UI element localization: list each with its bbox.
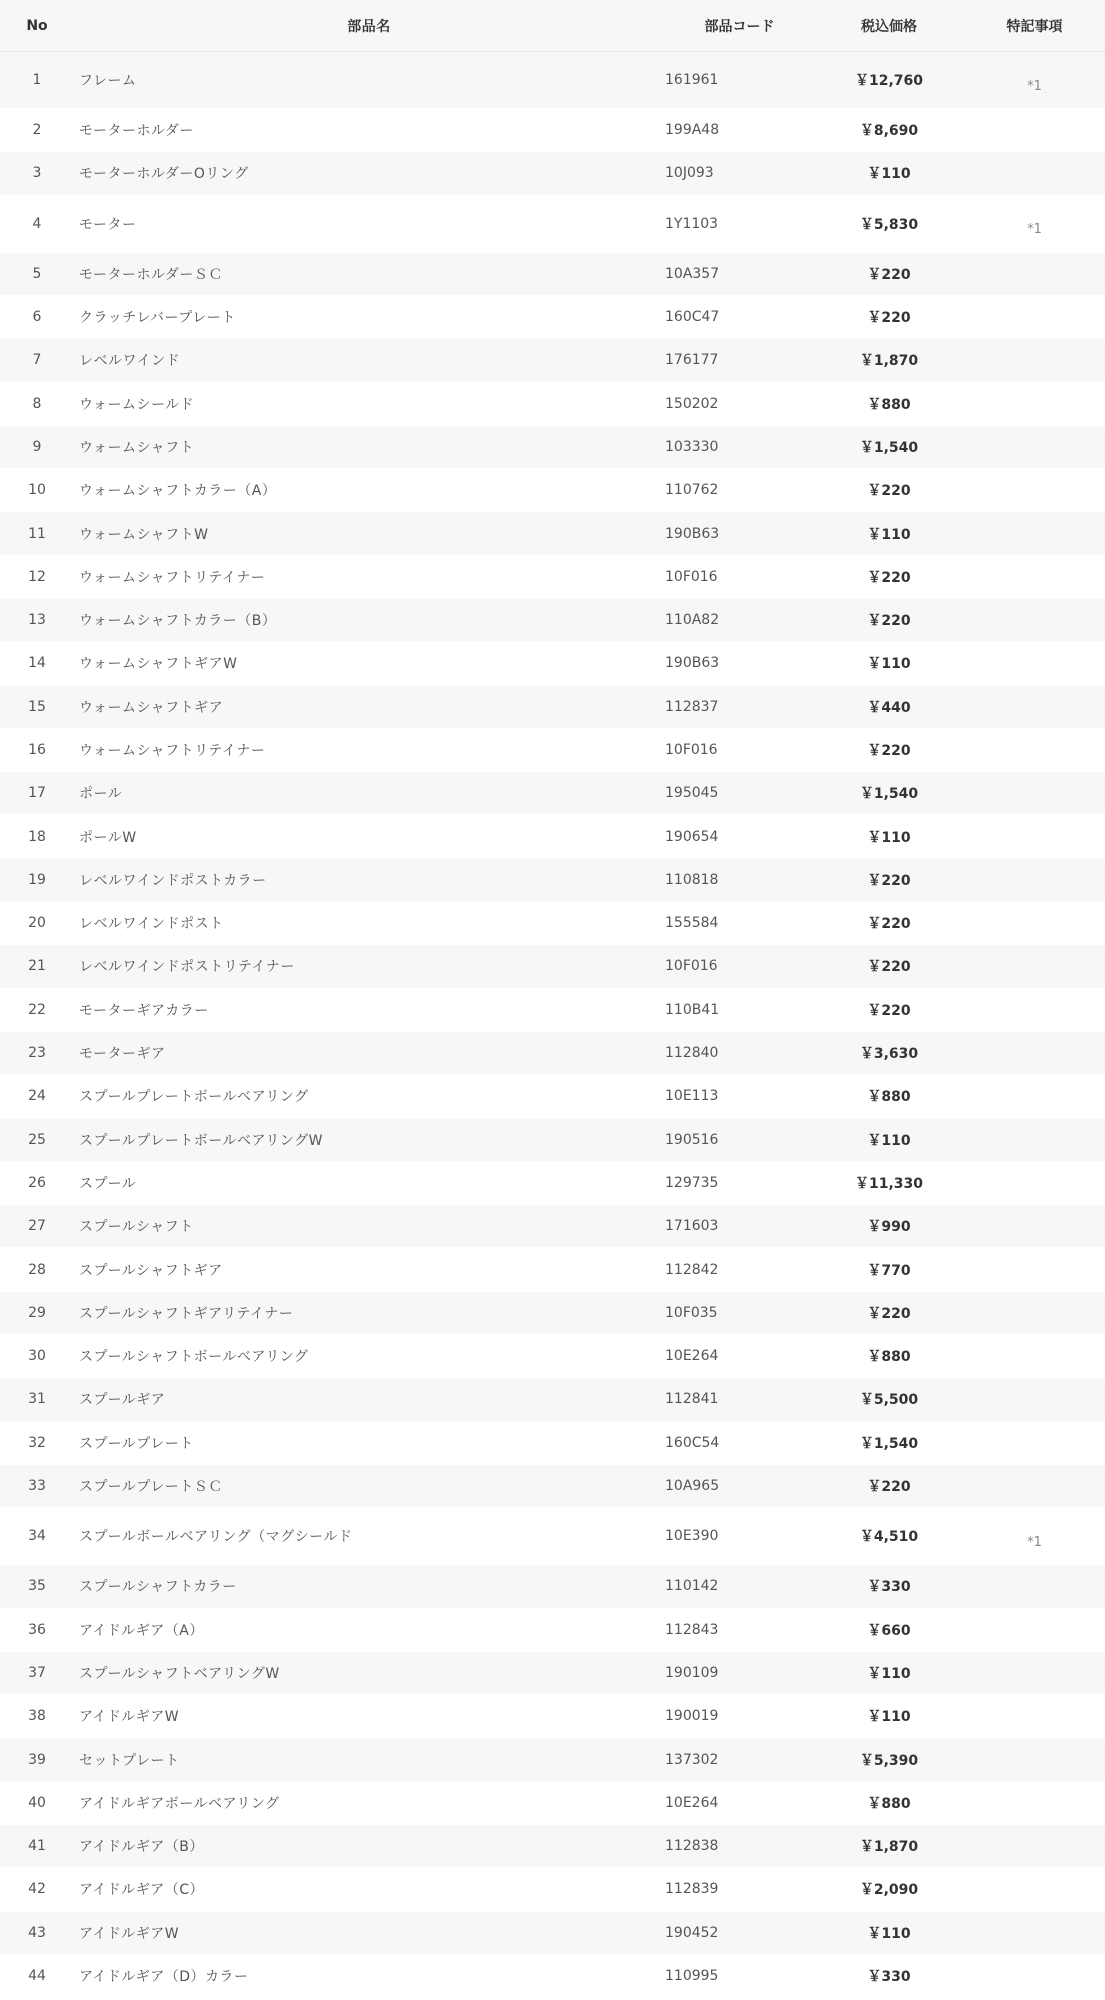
row-part-name: アイドルギア（B） <box>79 1839 204 1856</box>
row-price: ￥220 <box>867 266 911 283</box>
row-part-name: モーターギア <box>79 1046 166 1063</box>
row-no: 32 <box>28 1434 46 1451</box>
row-part-code: 112837 <box>665 698 719 715</box>
row-no: 9 <box>32 438 42 455</box>
row-part-code: 160C47 <box>665 309 720 326</box>
row-no: 26 <box>28 1174 46 1191</box>
table-row <box>0 1508 1105 1565</box>
row-part-name: モーターホルダーOリング <box>79 166 249 183</box>
row-price: ￥880 <box>867 1089 911 1106</box>
row-part-name: スプールボールベアリング（マグシールド <box>79 1529 353 1546</box>
row-note <box>964 1132 1105 1147</box>
row-no: 24 <box>28 1088 46 1105</box>
table-row <box>0 729 1105 772</box>
row-no: 41 <box>28 1838 46 1855</box>
row-price: ￥1,540 <box>859 786 919 803</box>
row-price: ￥220 <box>867 483 911 500</box>
row-part-name: フレーム <box>79 73 137 89</box>
row-part-name: スプールシャフト <box>79 1219 194 1236</box>
table-row <box>0 1378 1105 1421</box>
row-part-name: スプールシャフトカラー <box>79 1579 237 1596</box>
row-price: ￥220 <box>867 1002 911 1019</box>
row-note <box>964 1219 1105 1234</box>
table-row <box>0 642 1105 685</box>
row-no: 5 <box>32 265 42 282</box>
row-part-code: 110995 <box>665 1968 719 1985</box>
row-part-name: アイドルギアW <box>79 1709 180 1726</box>
row-part-code: 137302 <box>665 1751 719 1768</box>
row-part-code: 199A48 <box>665 122 720 139</box>
row-part-code: 10E113 <box>665 1088 719 1105</box>
row-part-name: モーターホルダー <box>79 123 194 140</box>
row-price: ￥440 <box>867 699 911 716</box>
row-part-code: 160C54 <box>665 1434 720 1451</box>
table-row <box>0 1782 1105 1825</box>
row-part-code: 10F016 <box>665 568 718 585</box>
table-row <box>0 1955 1105 1998</box>
row-price: ￥1,870 <box>859 353 919 370</box>
row-price: ￥220 <box>867 310 911 327</box>
row-part-code: 110B41 <box>665 1001 720 1018</box>
table-row <box>0 1162 1105 1205</box>
table-row <box>0 339 1105 382</box>
row-part-code: 129735 <box>665 1174 719 1191</box>
row-note <box>964 1752 1105 1767</box>
row-note <box>964 1349 1105 1364</box>
row-note <box>964 916 1105 931</box>
header-code: 部品コード <box>704 18 775 35</box>
row-part-name: スプールシャフトギア <box>79 1262 223 1279</box>
row-part-code: 161961 <box>665 72 719 88</box>
row-note <box>964 743 1105 758</box>
header-name: 部品名 <box>347 18 391 35</box>
row-no: 1 <box>32 72 42 88</box>
row-note <box>964 1435 1105 1450</box>
table-row <box>0 1565 1105 1608</box>
row-part-name: モーターギアカラー <box>79 1002 209 1019</box>
row-note <box>964 396 1105 411</box>
table-row <box>0 1738 1105 1781</box>
row-price: ￥5,500 <box>859 1392 919 1409</box>
row-no: 44 <box>28 1968 46 1985</box>
row-note <box>964 1175 1105 1190</box>
row-note <box>964 1002 1105 1017</box>
table-body <box>0 52 1105 1998</box>
row-part-code: 110142 <box>665 1578 719 1595</box>
row-price: ￥330 <box>867 1579 911 1596</box>
note-mark: *1 <box>1027 78 1042 94</box>
table-row <box>0 253 1105 296</box>
row-part-name: ポール <box>79 786 123 803</box>
row-part-code: 112839 <box>665 1881 719 1898</box>
row-price: ￥220 <box>867 743 911 759</box>
row-part-name: セットプレート <box>79 1752 180 1769</box>
row-no: 16 <box>28 742 46 758</box>
row-part-name: モーター <box>79 216 137 233</box>
table-row <box>0 1825 1105 1868</box>
row-part-code: 176177 <box>665 352 719 369</box>
table-row <box>0 1032 1105 1075</box>
row-no: 27 <box>28 1218 46 1235</box>
row-part-name: スプールプレートボールベアリングW <box>79 1132 323 1149</box>
row-part-code: 112843 <box>665 1621 719 1638</box>
table-row <box>0 772 1105 815</box>
row-note <box>964 1529 1105 1550</box>
row-note <box>964 216 1105 238</box>
row-price: ￥990 <box>867 1219 911 1236</box>
row-part-name: スプールギア <box>79 1392 166 1409</box>
row-price: ￥1,540 <box>859 1435 919 1452</box>
row-no: 42 <box>28 1881 46 1898</box>
row-no: 36 <box>28 1621 46 1638</box>
row-part-code: 10F035 <box>665 1304 718 1321</box>
table-row <box>0 1292 1105 1335</box>
table-row <box>0 945 1105 988</box>
row-note <box>964 959 1105 974</box>
table-row <box>0 296 1105 339</box>
row-part-name: アイドルギアボールベアリング <box>79 1795 280 1812</box>
row-note <box>964 1305 1105 1320</box>
row-price: ￥5,390 <box>859 1752 919 1769</box>
row-no: 23 <box>28 1045 46 1062</box>
row-price: ￥5,830 <box>859 216 919 233</box>
row-no: 34 <box>28 1528 46 1545</box>
row-part-name: ウォームシャフトギアW <box>79 656 238 673</box>
table-row <box>0 859 1105 902</box>
row-no: 28 <box>28 1261 46 1278</box>
row-price: ￥880 <box>867 396 911 413</box>
row-part-code: 195045 <box>665 785 719 802</box>
row-price: ￥4,510 <box>859 1529 919 1546</box>
table-row <box>0 1335 1105 1378</box>
row-note <box>964 1665 1105 1680</box>
table-row <box>0 1868 1105 1911</box>
row-note <box>964 1795 1105 1810</box>
row-no: 17 <box>28 785 46 802</box>
row-note <box>964 1392 1105 1407</box>
table-row <box>0 686 1105 729</box>
row-part-code: 10F016 <box>665 742 718 758</box>
row-note <box>964 569 1105 584</box>
row-no: 14 <box>28 655 46 672</box>
row-part-name: スプール <box>79 1175 137 1192</box>
row-note <box>964 1969 1105 1984</box>
row-part-name: ウォームシャフトカラー（B） <box>79 613 277 630</box>
row-no: 7 <box>32 352 42 369</box>
table-row <box>0 109 1105 152</box>
row-part-name: アイドルギア（D）カラー <box>79 1969 249 1986</box>
row-no: 29 <box>28 1304 46 1321</box>
row-price: ￥220 <box>867 959 911 976</box>
row-part-code: 190B63 <box>665 655 720 672</box>
row-price: ￥220 <box>867 872 911 889</box>
row-price: ￥11,330 <box>854 1175 924 1192</box>
table-row <box>0 1465 1105 1508</box>
row-note <box>964 613 1105 628</box>
row-part-name: ウォームシャフトリテイナー <box>79 569 266 586</box>
table-row <box>0 1695 1105 1738</box>
row-note <box>964 1262 1105 1277</box>
row-note <box>964 699 1105 714</box>
row-part-name: レベルワインド <box>79 353 181 370</box>
row-price: ￥330 <box>867 1969 911 1986</box>
row-part-name: クラッチレバープレート <box>79 310 236 327</box>
row-price: ￥110 <box>867 1132 911 1149</box>
row-part-name: ウォームシャフトギア <box>79 699 224 716</box>
table-row <box>0 1119 1105 1162</box>
row-no: 43 <box>28 1924 46 1941</box>
row-price: ￥110 <box>867 656 911 673</box>
table-row <box>0 382 1105 425</box>
row-note <box>964 266 1105 281</box>
row-part-code: 10E264 <box>665 1794 719 1811</box>
row-part-code: 155584 <box>665 915 719 932</box>
row-part-code: 112842 <box>665 1261 719 1278</box>
row-no: 8 <box>32 395 42 412</box>
row-no: 31 <box>28 1391 46 1408</box>
row-part-code: 103330 <box>665 438 719 455</box>
row-part-code: 112841 <box>665 1391 719 1408</box>
row-part-name: スプールプレート <box>79 1435 194 1452</box>
row-note <box>964 829 1105 844</box>
row-no: 38 <box>28 1708 46 1725</box>
row-price: ￥110 <box>867 526 911 543</box>
row-price: ￥110 <box>867 1925 911 1942</box>
row-note <box>964 310 1105 325</box>
row-note <box>964 1579 1105 1594</box>
row-price: ￥880 <box>867 1795 911 1812</box>
row-part-name: ポールW <box>79 829 137 846</box>
row-part-code: 10A965 <box>665 1478 720 1495</box>
table-row <box>0 1609 1105 1652</box>
note-mark: *1 <box>1027 222 1042 238</box>
row-price: ￥220 <box>867 1479 911 1496</box>
row-part-code: 171603 <box>665 1218 719 1235</box>
row-no: 35 <box>28 1578 46 1595</box>
row-part-name: アイドルギアW <box>79 1925 180 1942</box>
row-no: 18 <box>28 828 46 845</box>
row-no: 33 <box>28 1478 46 1495</box>
row-part-code: 190B63 <box>665 525 720 542</box>
header-note: 特記事項 <box>1006 18 1063 35</box>
row-note <box>964 123 1105 138</box>
row-part-name: アイドルギア（A） <box>79 1622 204 1639</box>
row-part-name: スプールプレートボールベアリング <box>79 1089 309 1106</box>
row-no: 19 <box>28 871 46 888</box>
row-part-code: 10F016 <box>665 958 718 975</box>
row-part-name: レベルワインドポスト <box>79 916 224 933</box>
row-price: ￥880 <box>867 1349 911 1366</box>
row-part-code: 10E390 <box>665 1528 719 1545</box>
header-price: 税込価格 <box>861 18 917 35</box>
row-no: 22 <box>28 1001 46 1018</box>
table-row <box>0 512 1105 555</box>
row-no: 21 <box>28 958 46 975</box>
row-no: 20 <box>28 915 46 932</box>
table-row <box>0 1652 1105 1695</box>
table-row <box>0 469 1105 512</box>
table-row <box>0 196 1105 253</box>
row-part-code: 150202 <box>665 395 719 412</box>
row-part-code: 10E264 <box>665 1348 719 1365</box>
row-price: ￥110 <box>867 166 911 183</box>
row-part-code: 1Y1103 <box>665 215 719 232</box>
row-no: 39 <box>28 1751 46 1768</box>
row-price: ￥220 <box>867 613 911 630</box>
row-note <box>964 1882 1105 1897</box>
row-part-code: 112840 <box>665 1045 719 1062</box>
table-row <box>0 1075 1105 1118</box>
row-note <box>964 526 1105 541</box>
row-no: 15 <box>28 698 46 715</box>
row-price: ￥220 <box>867 1305 911 1322</box>
row-part-name: スプールシャフトギアリテイナー <box>79 1305 294 1322</box>
row-no: 2 <box>32 122 42 139</box>
row-no: 37 <box>28 1664 46 1681</box>
row-part-code: 190019 <box>665 1708 719 1725</box>
row-part-name: アイドルギア（C） <box>79 1882 205 1899</box>
row-price: ￥770 <box>867 1262 911 1279</box>
row-part-name: スプールシャフトボールベアリング <box>79 1349 309 1366</box>
row-part-code: 110762 <box>665 482 719 499</box>
row-note <box>964 1839 1105 1854</box>
row-price: ￥220 <box>867 916 911 933</box>
row-part-name: ウォームシャフトW <box>79 526 209 543</box>
row-note <box>964 73 1105 94</box>
row-no: 40 <box>28 1794 46 1811</box>
row-part-code: 10A357 <box>665 265 720 282</box>
row-note <box>964 1709 1105 1724</box>
row-note <box>964 1622 1105 1637</box>
table-row <box>0 1248 1105 1291</box>
row-note <box>964 786 1105 801</box>
row-no: 3 <box>32 165 42 182</box>
row-part-name: レベルワインドポストカラー <box>79 872 267 889</box>
row-part-code: 190516 <box>665 1131 719 1148</box>
row-note <box>964 439 1105 454</box>
row-note <box>964 1046 1105 1061</box>
row-part-name: レベルワインドポストリテイナー <box>79 959 295 976</box>
row-part-name: ウォームシャフトリテイナー <box>79 743 266 759</box>
row-price: ￥12,760 <box>854 73 924 89</box>
row-no: 11 <box>28 525 46 542</box>
row-price: ￥660 <box>867 1622 911 1639</box>
table-row <box>0 902 1105 945</box>
row-part-name: ウォームシャフト <box>79 439 195 456</box>
table-row <box>0 1912 1105 1955</box>
table-row <box>0 599 1105 642</box>
row-note <box>964 1089 1105 1104</box>
row-note <box>964 353 1105 368</box>
row-price: ￥1,540 <box>859 439 919 456</box>
table-row <box>0 556 1105 599</box>
row-price: ￥220 <box>867 569 911 586</box>
row-part-code: 190109 <box>665 1664 719 1681</box>
row-part-code: 190452 <box>665 1924 719 1941</box>
row-no: 25 <box>28 1131 46 1148</box>
note-mark: *1 <box>1027 1534 1042 1550</box>
row-part-code: 190654 <box>665 828 719 845</box>
row-part-code: 112838 <box>665 1838 719 1855</box>
table-row <box>0 52 1105 109</box>
row-part-name: スプールプレートＳＣ <box>79 1479 223 1496</box>
table-row <box>0 426 1105 469</box>
row-part-code: 110A82 <box>665 612 720 629</box>
row-note <box>964 1925 1105 1940</box>
row-part-code: 10J093 <box>665 165 714 182</box>
row-note <box>964 483 1105 498</box>
row-no: 12 <box>28 568 46 585</box>
table-header-row <box>0 0 1105 52</box>
header-no: No <box>26 17 48 34</box>
table-row <box>0 152 1105 195</box>
row-no: 10 <box>28 482 46 499</box>
row-price: ￥8,690 <box>859 123 919 140</box>
row-part-code: 110818 <box>665 871 719 888</box>
row-no: 6 <box>32 309 42 326</box>
row-note <box>964 656 1105 671</box>
row-no: 4 <box>32 215 42 232</box>
row-part-name: ウォームシャフトカラー（A） <box>79 483 277 500</box>
table-row <box>0 989 1105 1032</box>
row-note <box>964 166 1105 181</box>
row-part-name: モーターホルダーＳＣ <box>79 266 223 283</box>
table-row <box>0 1422 1105 1465</box>
row-price: ￥2,090 <box>859 1882 919 1899</box>
row-price: ￥110 <box>867 1709 911 1726</box>
row-note <box>964 1479 1105 1494</box>
row-note <box>964 872 1105 887</box>
row-price: ￥110 <box>867 829 911 846</box>
row-part-name: ウォームシールド <box>79 396 195 413</box>
row-no: 13 <box>28 612 46 629</box>
table-row <box>0 815 1105 858</box>
row-price: ￥110 <box>867 1665 911 1682</box>
table-row <box>0 1205 1105 1248</box>
row-part-name: スプールシャフトベアリングW <box>79 1665 280 1682</box>
row-price: ￥1,870 <box>859 1839 919 1856</box>
row-price: ￥3,630 <box>859 1046 919 1063</box>
row-no: 30 <box>28 1348 46 1365</box>
